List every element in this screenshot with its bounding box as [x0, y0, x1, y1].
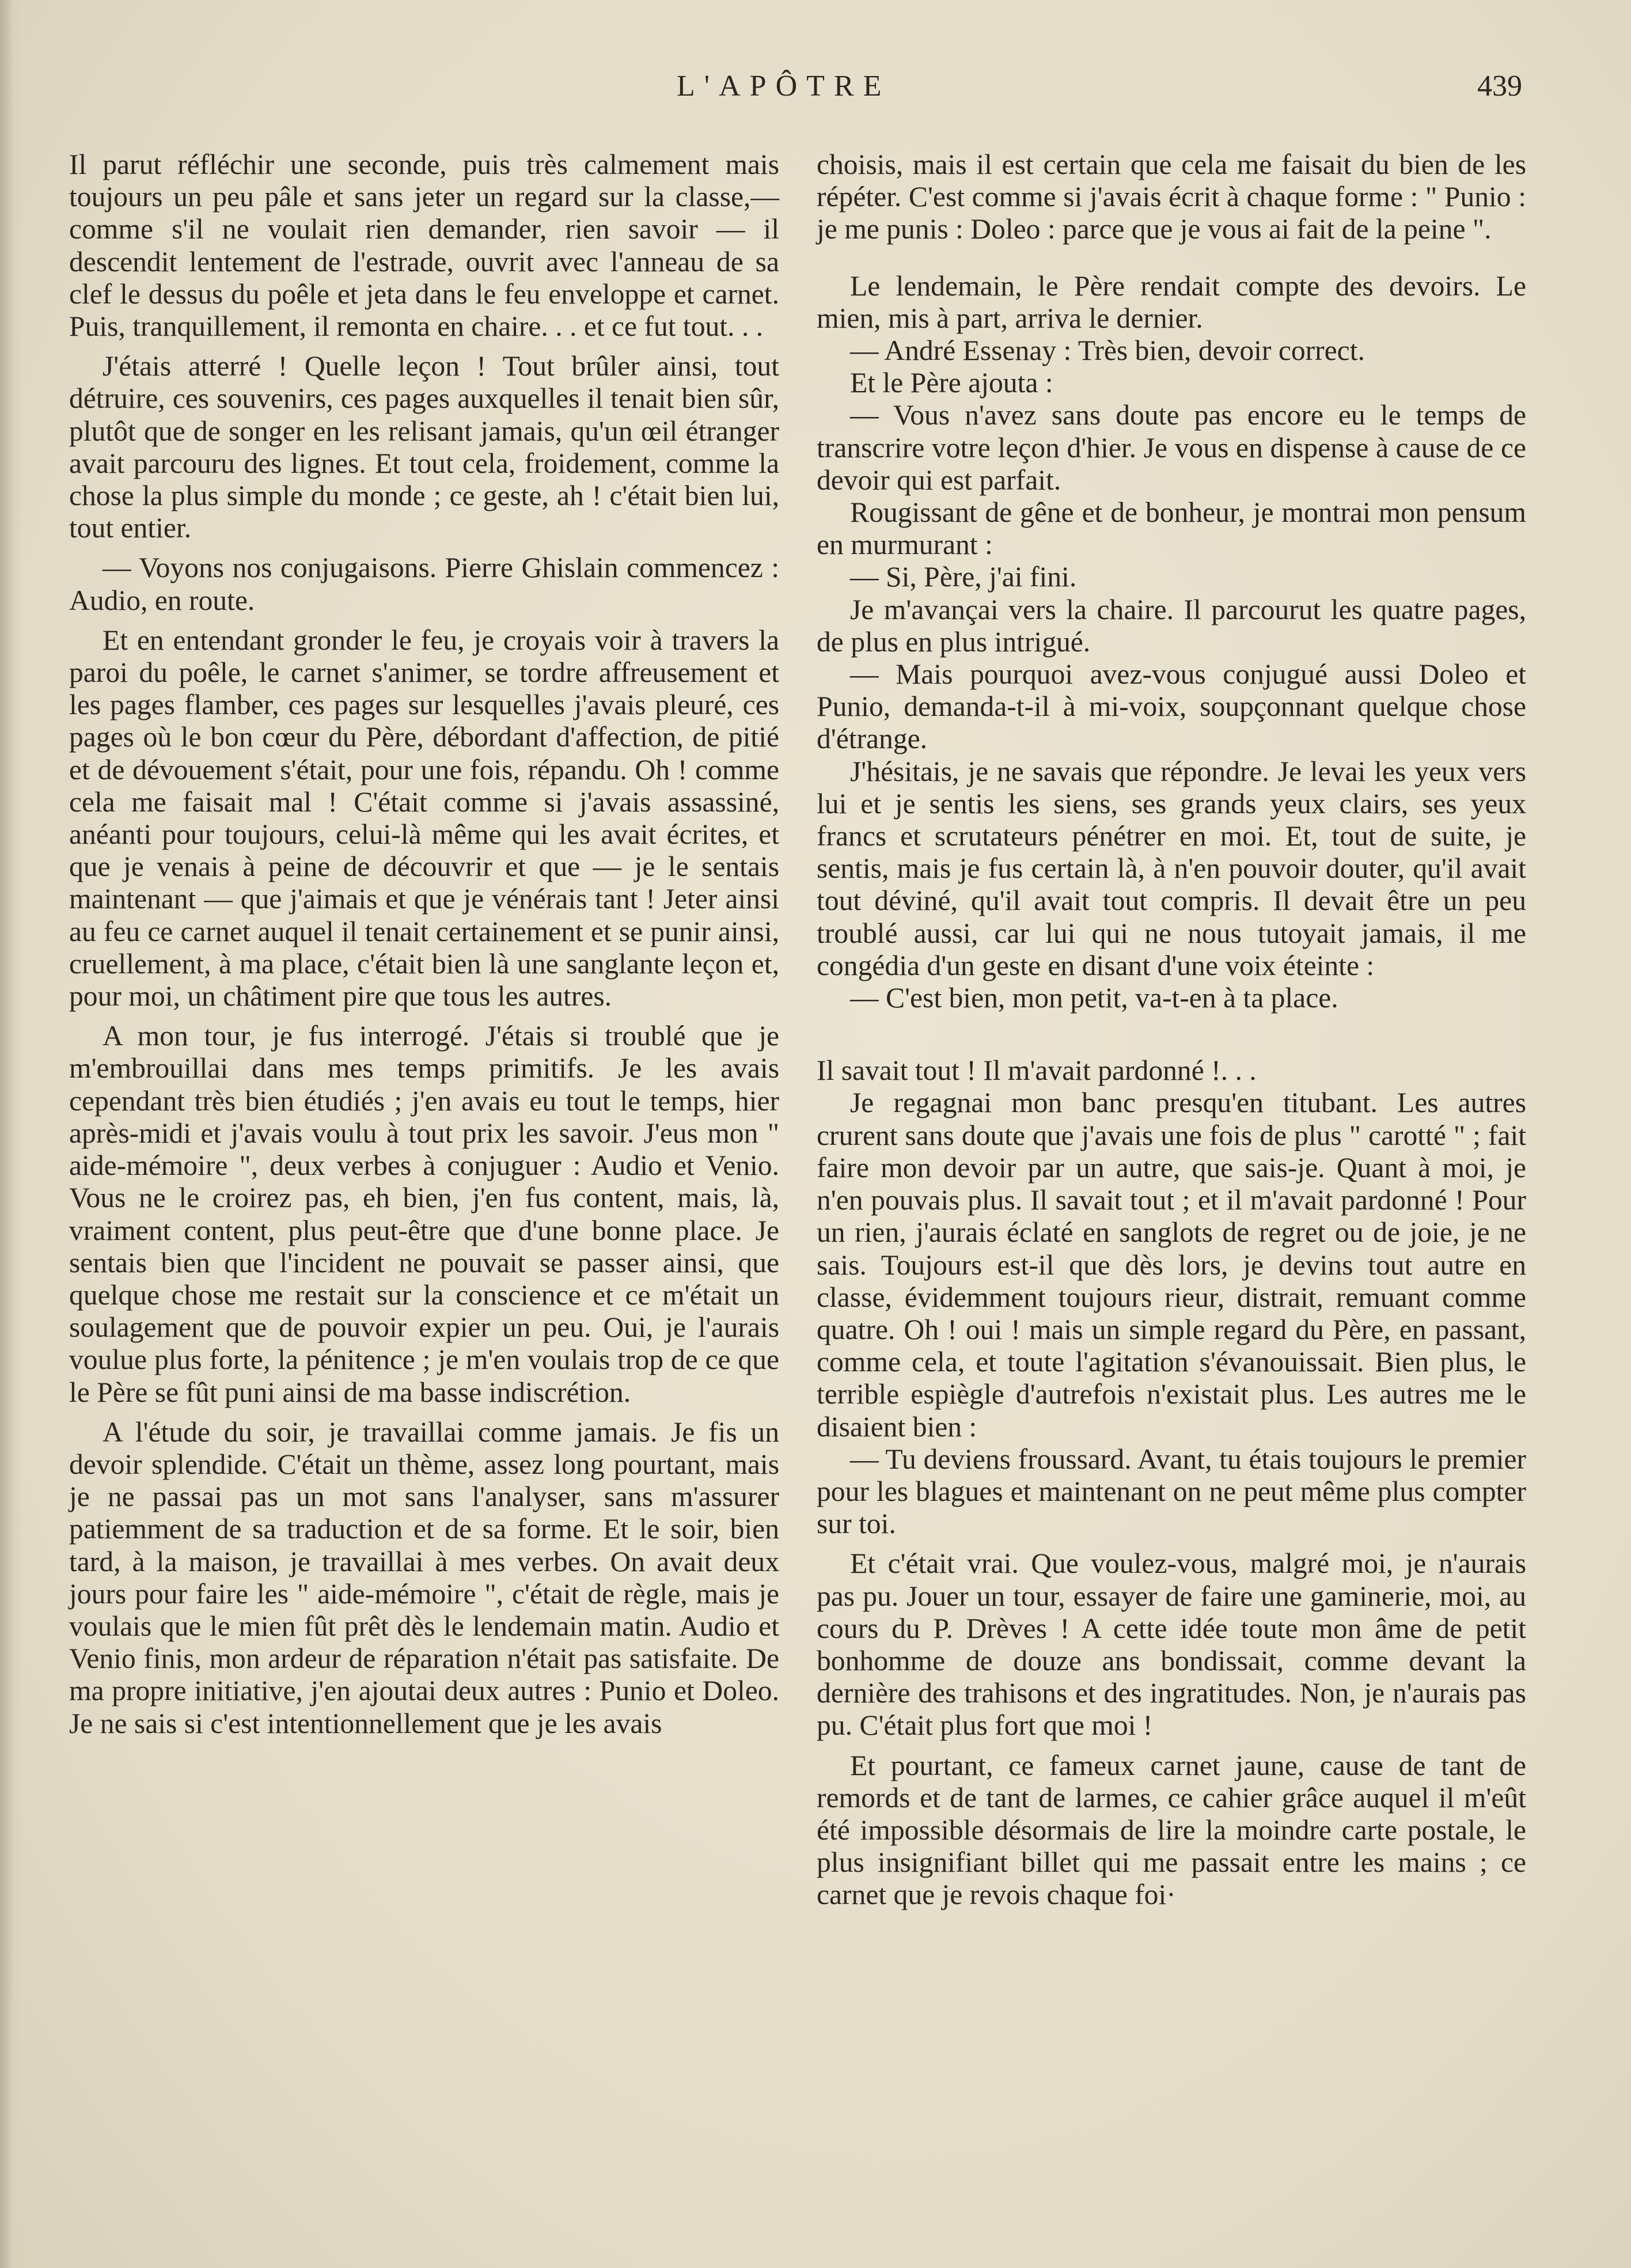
paragraph: Rougissant de gêne et de bonheur, je montrai mon pensum en murmurant : [817, 496, 1526, 561]
paragraph: A l'étude du soir, je travaillai comme jamais. Je fis un devoir splendide. C'était un thème, assez long pourtant, mais je ne passai pas un mot sans l'analyser, sans m'assurer patiemment de sa traduction et de sa forme. Et le soir, bien tard, à la maison, je travaillai à mes verbes. On avait deux jours pour faire les " aide-mémoire ", c'était de règle, mais je voulais que le mien fût prêt dès le lendemain matin. Audio et Venio finis, mon ardeur de réparation n'était pas satisfaite. De ma propre initiative, j'en ajoutai deux autres : Punio et Doleo. Je ne sais si c'est intentionnellement que je les avais [69, 1416, 779, 1739]
paragraph: — André Essenay : Très bien, devoir correct. [850, 335, 1365, 367]
paragraph: — Tu deviens froussard. Avant, tu étais toujours le premier pour les blagues et maintenant on ne peut même plus compter sur toi. [817, 1443, 1526, 1540]
paragraph: Et en entendant gronder le feu, je croyais voir à travers la paroi du poêle, le carnet s'animer, se tordre affreusement et les pages flamber, ces pages sur lesquelles j'avais pleuré, ces pages où le bon cœur du Père, débordant d'affection, de pitié et de dévouement s'était, pour une fois, répandu. Oh ! comme cela me faisait mal ! C'était comme si j'avais assassiné, anéanti pour toujours, celui-là même qui les avait écrites, et que je venais à peine de découvrir et que — je le sentais maintenant — que j'aimais et que je vénérais tant ! Jeter ainsi au feu ce carnet auquel il tenait certainement et se punir ainsi, cruellement, à ma place, c'était bien là une sanglante leçon et, pour moi, un châtiment pire que tous les autres. [69, 624, 779, 1012]
paragraph: — Si, Père, j'ai fini. [850, 561, 1077, 593]
paragraph: — Vous n'avez sans doute pas encore eu le temps de transcrire votre leçon d'hier. Je vous en dispense à cause de ce devoir qui est parfait. [817, 399, 1526, 496]
page-number: 439 [1477, 70, 1522, 103]
running-title: L'APÔTRE [677, 70, 891, 103]
paragraph: Il savait tout ! Il m'avait pardonné !. . . [817, 1055, 1257, 1087]
paragraph: — Voyons nos conjugaisons. Pierre Ghislain commencez : Audio, en route. [69, 552, 779, 616]
right-column [817, 149, 1526, 1919]
running-head [0, 69, 1631, 115]
paragraph: A mon tour, je fus interrogé. J'étais si troublé que je m'embrouillai dans mes temps primitifs. Je les avais cependant très bien étudiés ; j'en avais eu tout le temps, hier après-midi et j'avais voulu à tout prix les savoir. J'eus mon " aide-mémoire ", deux verbes à conjuguer : Audio et Venio. Vous ne le croirez pas, eh bien, j'en fus content, mais, là, vraiment content, plus peut-être que d'une bonne place. Je sentais bien que l'incident ne pouvait se passer ainsi, que quelque chose me restait sur la conscience et ce m'était un soulagement que de pouvoir expier un peu. Oui, je l'aurais voulue plus forte, la pénitence ; je m'en voulais trop de ce que le Père se fût puni ainsi de ma basse indiscrétion. [69, 1020, 779, 1408]
paragraph: Il parut réfléchir une seconde, puis très calmement mais toujours un peu pâle et sans jeter un regard sur la classe,— comme s'il ne voulait rien demander, rien savoir — il descendit lentement de l'estrade, ouvrit avec l'anneau de sa clef le dessus du poêle et jeta dans le feu enveloppe et carnet. Puis, tranquillement, il remonta en chaire. . . et ce fut tout. . . [69, 149, 779, 343]
left-column [69, 149, 779, 1747]
page-edge-shadow [0, 0, 23, 2268]
paragraph: J'hésitais, je ne savais que répondre. Je levai les yeux vers lui et je sentis les siens, ses grands yeux clairs, ses yeux francs et scrutateurs pénétrer en moi. Et, tout de suite, je sentis, mais je fus certain là, à n'en pouvoir douter, qu'il avait tout déviné, qu'il avait tout compris. Il devait être un peu troublé aussi, car lui qui ne nous tutoyait jamais, il me congédia d'un geste en disant d'une voix éteinte : [817, 755, 1526, 981]
paragraph: — C'est bien, mon petit, va-t-en à ta place. [850, 982, 1338, 1014]
paragraph: Et c'était vrai. Que voulez-vous, malgré moi, je n'aurais pas pu. Jouer un tour, essayer de faire une gaminerie, moi, au cours du P. Drèves ! A cette idée toute mon âme de petit bonhomme de douze ans bondissait, comme devant la dernière des trahisons et des ingratitudes. Non, je n'aurais pas pu. C'était plus fort que moi ! [817, 1548, 1526, 1742]
paragraph: Je m'avançai vers la chaire. Il parcourut les quatre pages, de plus en plus intrigué. [817, 593, 1526, 658]
paragraph: choisis, mais il est certain que cela me faisait du bien de les répéter. C'est comme si j'avais écrit à chaque forme : " Punio : je me punis : Doleo : parce que je vous ai fait de la peine ". [817, 149, 1526, 245]
paragraph: Je regagnai mon banc presqu'en titubant. Les autres crurent sans doute que j'avais une fois de plus " carotté " ; fait faire mon devoir par un autre, que sais-je. Quant à moi, je n'en pouvais plus. Il savait tout ; et il m'avait pardonné ! Pour un rien, j'aurais éclaté en sanglots de regret ou de joie, je ne sais. Toujours est-il que dès lors, je devins tout autre en classe, évidemment toujours rieur, distrait, remuant comme quatre. Oh ! oui ! mais un simple regard du Père, en passant, comme cela, et toute l'agitation s'évanouissait. Bien plus, le terrible espiègle d'autrefois n'existait plus. Les autres me le disaient bien : [817, 1087, 1526, 1443]
paragraph: Et pourtant, ce fameux carnet jaune, cause de tant de remords et de tant de larmes, ce cahier grâce auquel il m'eût été impossible désormais de lire la moindre carte postale, le plus insignifiant billet qui me passait entre les mains ; ce carnet que je revois chaque foi· [817, 1749, 1526, 1911]
paragraph: J'étais atterré ! Quelle leçon ! Tout brûler ainsi, tout détruire, ces souvenirs, ces pages auxquelles il tenait bien sûr, plutôt que de songer en les relisant jamais, qu'un œil étranger avait parcouru des lignes. Et tout cela, froidement, comme la chose la plus simple du monde ; ce geste, ah ! c'était bien lui, tout entier. [69, 350, 779, 544]
paragraph: — Mais pourquoi avez-vous conjugué aussi Doleo et Punio, demanda-t-il à mi-voix, soupçonnant quelque chose d'étrange. [817, 658, 1526, 755]
paragraph: Le lendemain, le Père rendait compte des devoirs. Le mien, mis à part, arriva le dernier. [817, 270, 1526, 334]
paragraph: Et le Père ajouta : [850, 367, 1053, 399]
